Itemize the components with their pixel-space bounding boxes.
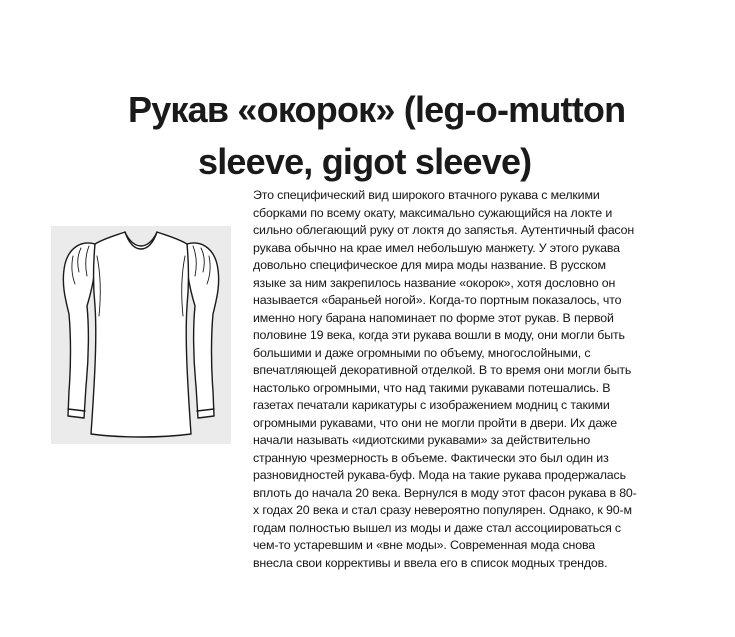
left-sleeve [63, 243, 95, 418]
body-line: огромными рукавами, что они не могли пройти в двери. Их даже [253, 415, 617, 430]
bodice [91, 232, 191, 437]
body-line: чем-то устаревшим и «вне моды». Современная мода снова [253, 538, 595, 552]
body-line: называется «бараньей ногой». Когда-то портным показалось, что [253, 293, 622, 307]
body-line: Это специфический вид широкого втачного рукава с мелкими [253, 188, 600, 202]
body-line: странную чрезмерность в объеме. Фактически это был один из [253, 450, 609, 465]
right-sleeve [186, 243, 218, 418]
body-line: х годах 20 века и стал сразу невероятно популярен. Однако, к 90-м [253, 503, 632, 517]
body-line: сборками по всему окату, максимально сужающийся на локте и [253, 205, 613, 220]
body-line: настолько огромными, что над такими рукавами потешались. В [253, 380, 611, 395]
title-line-1: Рукав «окорок» (leg-o-mutton [128, 89, 626, 130]
body-line: вплоть до начала 20 века. Вернулся в моду этот фасон рукава в 80- [253, 485, 637, 500]
title-line-2: sleeve, gigot sleeve) [198, 141, 532, 182]
body-line: именно ногу барана напоминает по форме этот рукав. В первой [253, 310, 614, 325]
body-line: разновидностей рукава-буф. Мода на такие рукава продержалась [253, 468, 626, 482]
leg-of-mutton-sleeve-blouse-icon [51, 226, 231, 444]
body-line: половине 19 века, когда эти рукава вошли в моду, они могли быть [253, 328, 625, 342]
article-body [253, 187, 663, 572]
body-line: довольно специфическое для мира моды название. В русском [253, 258, 606, 272]
body-line: большими и даже огромными по объему, многослойными, с [253, 345, 591, 360]
body-line: начали называть «идиотскими рукавами» за действительно [253, 433, 591, 447]
article-title [128, 84, 718, 188]
body-line: годам полностью вышел из моды и даже стал ассоциироваться с [253, 520, 621, 535]
blouse-illustration [51, 226, 231, 444]
body-line: внесла свои коррективы и ввела его в список модных трендов. [253, 555, 608, 570]
body-line: сильно облегающий руку от локтя до запястья. Аутентичный фасон [253, 223, 635, 237]
body-line: рукава обычно на крае имел небольшую манжету. У этого рукава [253, 240, 620, 255]
body-line: языке за ним закрепилось название «окорок», хотя дословно он [253, 275, 616, 290]
body-line: газетах печатали карикатуры с изображением модниц с такими [253, 398, 610, 412]
body-line: впечатляющей декоративной отделкой. В то время они могли быть [253, 363, 632, 377]
